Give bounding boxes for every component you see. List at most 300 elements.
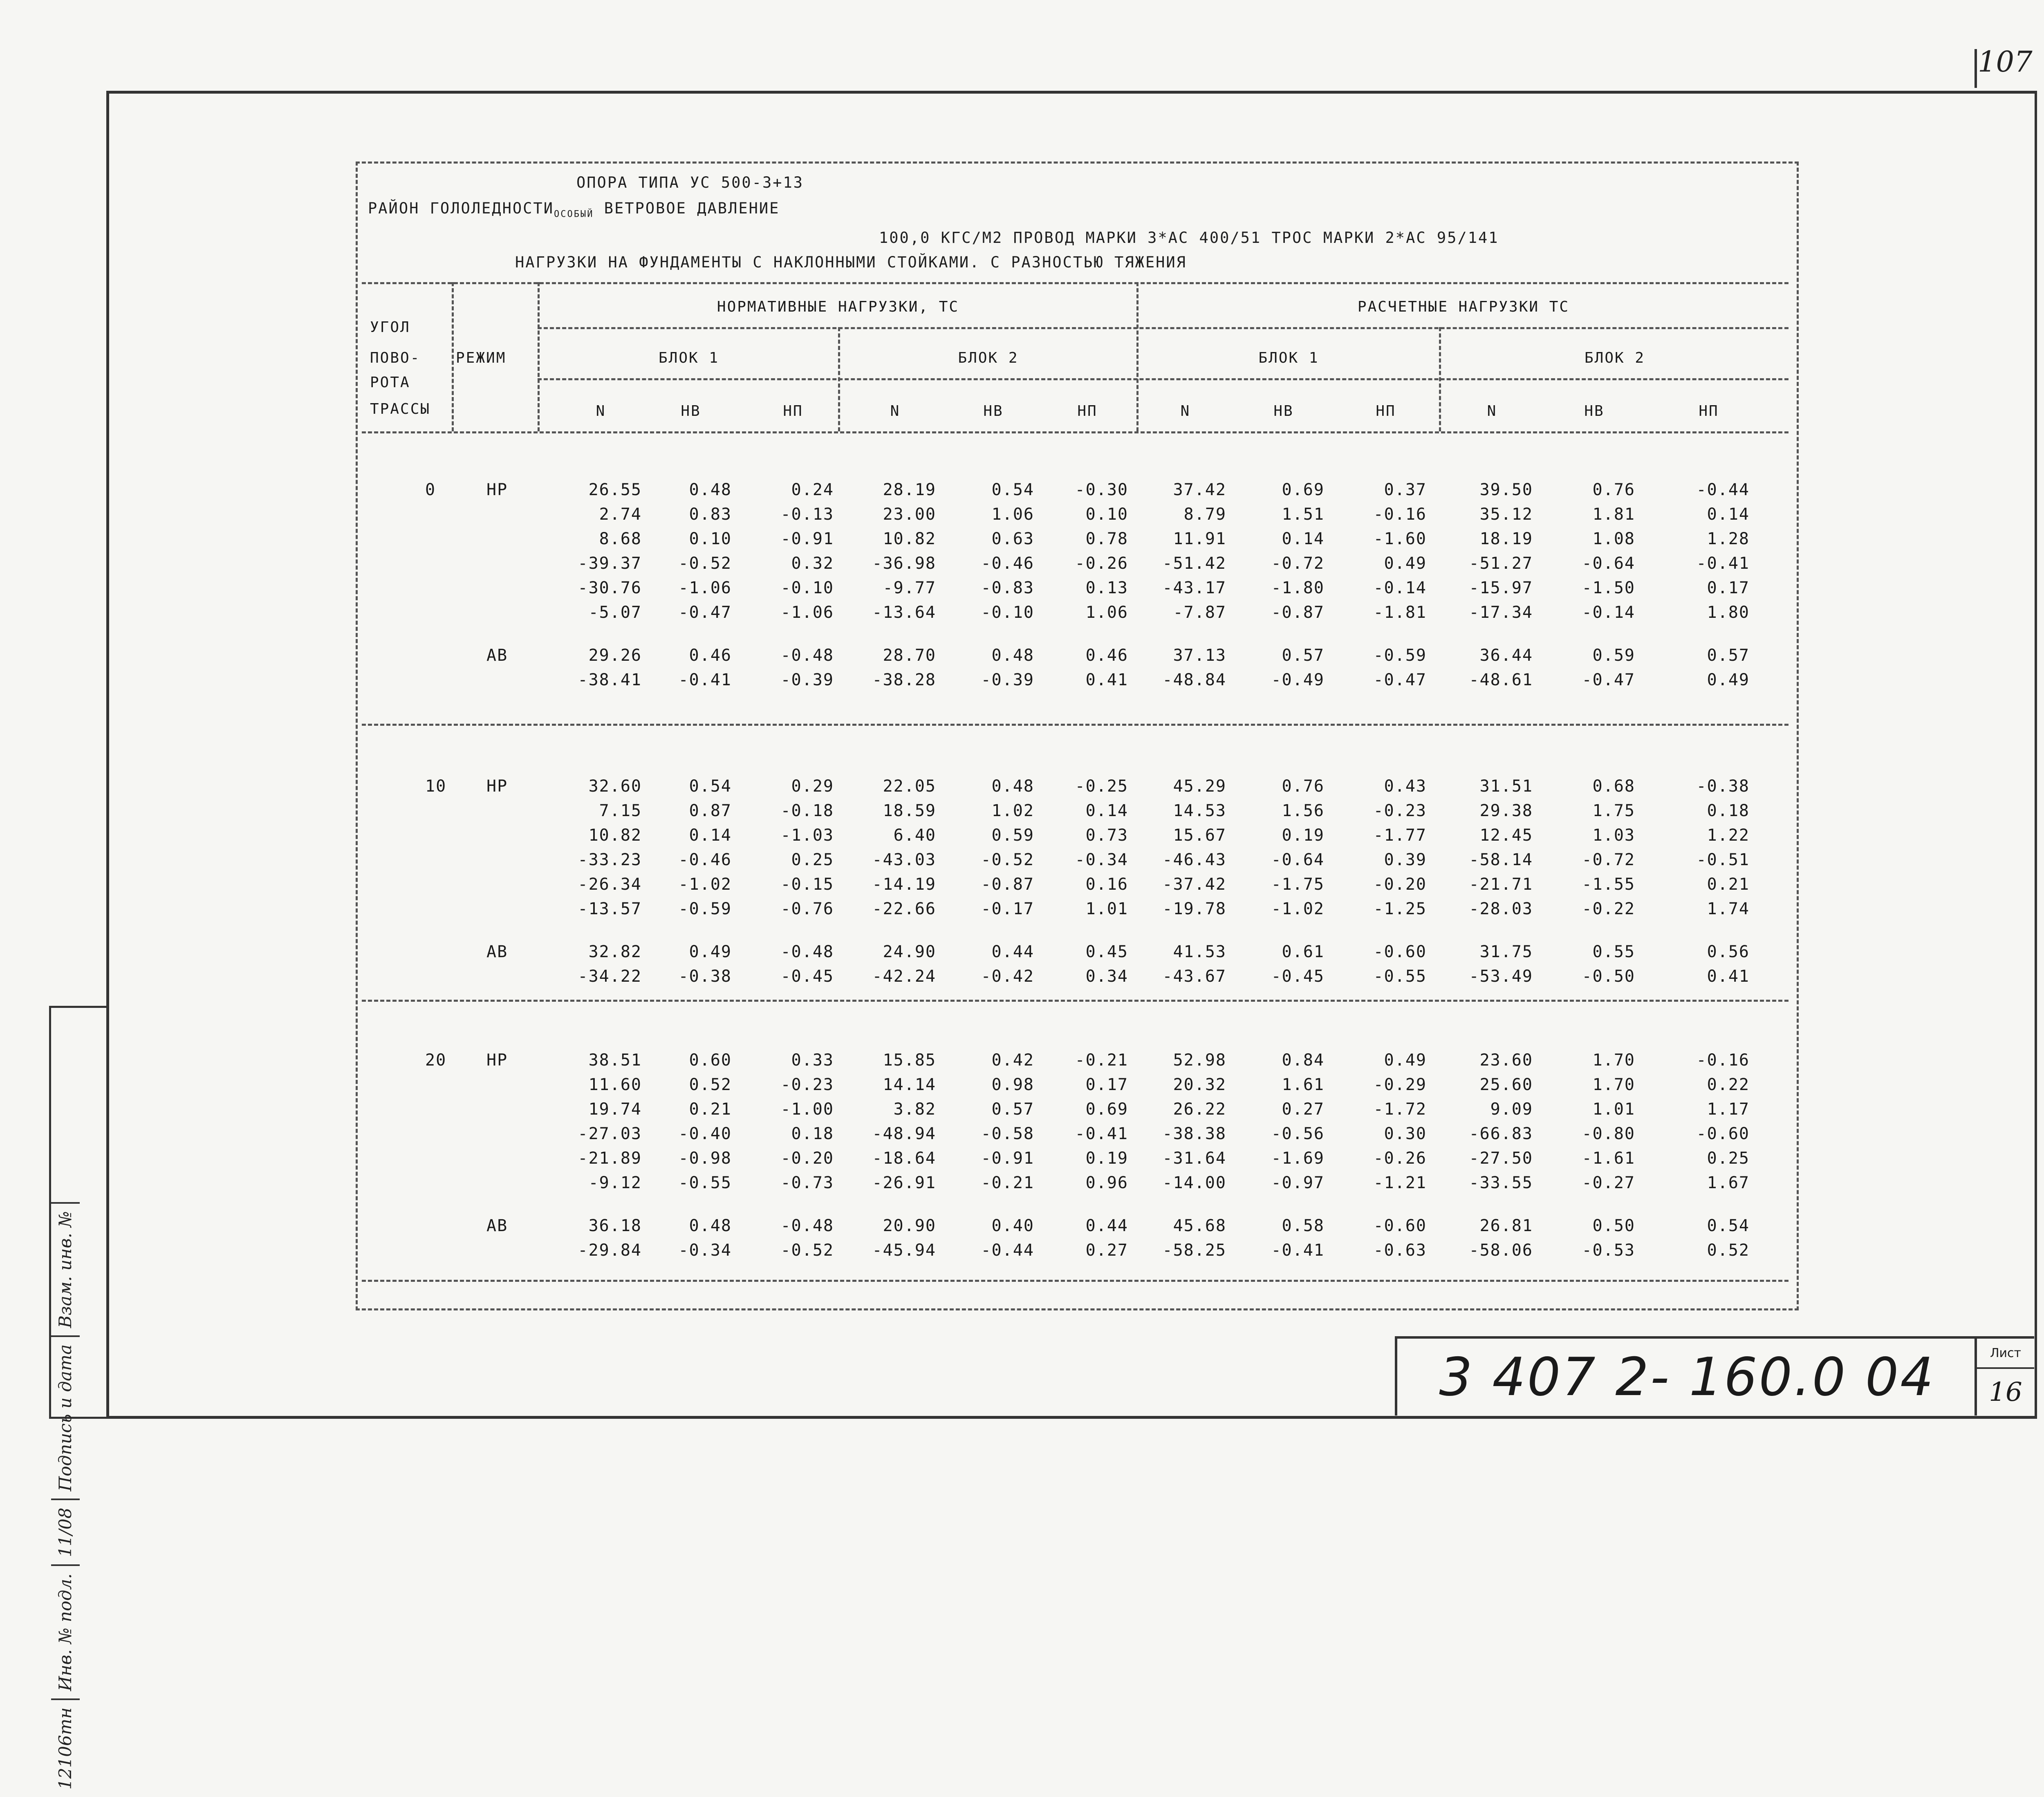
table-cell: -53.49	[1469, 967, 1533, 986]
table-cell: -0.59	[678, 900, 732, 918]
table-cell: -43.67	[1162, 967, 1226, 986]
table-cell: 0.73	[1085, 826, 1128, 845]
table-cell: -0.26	[1075, 554, 1128, 573]
table-cell: 0.49	[689, 942, 732, 961]
norm-block-1: БЛОК 1	[658, 350, 719, 366]
table-cell: -0.44	[981, 1241, 1034, 1260]
table-cell: 23.00	[883, 505, 936, 524]
table-cell: 0.55	[1592, 942, 1635, 961]
table-cell: -0.83	[981, 579, 1034, 597]
table-cell: -0.49	[1271, 671, 1325, 689]
table-cell: -0.22	[1582, 900, 1635, 918]
table-cell: -0.55	[1373, 967, 1427, 986]
table-cell: -0.60	[1696, 1124, 1750, 1143]
sign-date-label: Подпись и дата	[51, 1335, 80, 1499]
table-cell: -0.76	[780, 900, 834, 918]
table-cell: 0.48	[991, 777, 1034, 796]
table-cell: 0.18	[791, 1124, 834, 1143]
rule-top	[362, 282, 1788, 284]
table-cell: 0.52	[689, 1075, 732, 1094]
table-cell: -0.45	[1271, 967, 1325, 986]
rule-section-1	[362, 724, 1788, 726]
header-wind-label: ВЕТРОВОЕ ДАВЛЕНИЕ	[604, 200, 780, 217]
mode-value: НР	[486, 480, 508, 499]
table-cell: -7.87	[1173, 603, 1226, 622]
table-cell: 0.18	[1707, 801, 1750, 820]
table-cell: -0.16	[1373, 505, 1427, 524]
table-cell: -1.06	[678, 579, 732, 597]
table-cell: 0.14	[1282, 529, 1325, 548]
table-cell: 26.22	[1173, 1100, 1226, 1119]
table-cell: -0.73	[780, 1173, 834, 1192]
table-cell: -0.20	[780, 1149, 834, 1168]
table-cell: 0.57	[1282, 646, 1325, 665]
table-cell: -0.26	[1373, 1149, 1427, 1168]
col-angle-3: РОТА	[370, 374, 410, 391]
table-cell: -9.12	[588, 1173, 642, 1192]
table-cell: 1.61	[1282, 1075, 1325, 1094]
table-cell: -0.63	[1373, 1241, 1427, 1260]
header-line-3: 100,0 КГС/М2 ПРОВОД МАРКИ 3*АС 400/51 ТРОС МАРКИ 2*АС 95/141	[879, 229, 1499, 247]
table-cell: -5.07	[588, 603, 642, 622]
table-cell: -51.27	[1469, 554, 1533, 573]
table-cell: -14.19	[872, 875, 936, 894]
table-cell: -0.45	[780, 967, 834, 986]
group-calc: РАСЧЕТНЫЕ НАГРУЗКИ ТС	[1357, 298, 1570, 315]
table-cell: 1.70	[1592, 1051, 1635, 1070]
table-cell: 20.32	[1173, 1075, 1226, 1094]
table-cell: -0.23	[780, 1075, 834, 1094]
subcol-header: НВ	[983, 403, 1004, 420]
table-cell: -0.39	[780, 671, 834, 689]
header-line-1: ОПОРА ТИПА УС 500-3+13	[576, 174, 804, 191]
table-cell: -0.46	[981, 554, 1034, 573]
table-cell: -0.30	[1075, 480, 1128, 499]
table-cell: -0.98	[678, 1149, 732, 1168]
replace-label: Взам. инв. №	[51, 1202, 80, 1335]
col-angle-4: ТРАССЫ	[370, 401, 431, 417]
table-cell: -0.47	[1373, 671, 1427, 689]
table-cell: 1.06	[991, 505, 1034, 524]
table-cell: -0.97	[1271, 1173, 1325, 1192]
table-cell: -0.14	[1582, 603, 1635, 622]
table-cell: -58.14	[1469, 850, 1533, 869]
angle-value: 0	[425, 480, 436, 499]
table-cell: 26.55	[588, 480, 642, 499]
table-cell: -45.94	[872, 1241, 936, 1260]
table-cell: -0.21	[1075, 1051, 1128, 1070]
table-cell: 0.68	[1592, 777, 1635, 796]
table-cell: -1.03	[780, 826, 834, 845]
table-cell: 0.29	[791, 777, 834, 796]
table-cell: 1.17	[1707, 1100, 1750, 1119]
table-cell: -0.40	[678, 1124, 732, 1143]
table-cell: 0.27	[1282, 1100, 1325, 1119]
table-cell: 0.87	[689, 801, 732, 820]
table-cell: -0.60	[1373, 1216, 1427, 1235]
table-cell: -0.60	[1373, 942, 1427, 961]
table-cell: 0.10	[689, 529, 732, 548]
table-cell: -33.55	[1469, 1173, 1533, 1192]
table-cell: 37.42	[1173, 480, 1226, 499]
col-angle-2: ПОВО-	[370, 350, 421, 366]
table-cell: -27.50	[1469, 1149, 1533, 1168]
angle-value: 20	[425, 1051, 447, 1070]
table-cell: 22.05	[883, 777, 936, 796]
table-cell: 0.42	[991, 1051, 1034, 1070]
table-cell: -14.00	[1162, 1173, 1226, 1192]
table-cell: 10.82	[883, 529, 936, 548]
table-cell: 32.82	[588, 942, 642, 961]
table-cell: 0.44	[1085, 1216, 1128, 1235]
table-cell: 2.74	[599, 505, 642, 524]
table-cell: -48.61	[1469, 671, 1533, 689]
table-cell: 0.14	[689, 826, 732, 845]
table-cell: -0.42	[981, 967, 1034, 986]
table-cell: -1.50	[1582, 579, 1635, 597]
table-cell: -21.89	[578, 1149, 642, 1168]
table-cell: -0.38	[1696, 777, 1750, 796]
inv-value: 12106тн	[51, 1698, 80, 1797]
subcol-header: НВ	[1584, 403, 1605, 420]
table-cell: 9.09	[1490, 1100, 1533, 1119]
table-cell: 1.08	[1592, 529, 1635, 548]
table-cell: 0.14	[1085, 801, 1128, 820]
table-cell: -1.02	[678, 875, 732, 894]
table-cell: 0.76	[1592, 480, 1635, 499]
table-cell: 1.74	[1707, 900, 1750, 918]
table-cell: 0.61	[1282, 942, 1325, 961]
table-cell: -0.55	[678, 1173, 732, 1192]
table-cell: 0.59	[991, 826, 1034, 845]
table-cell: -1.00	[780, 1100, 834, 1119]
table-cell: -0.14	[1373, 579, 1427, 597]
table-cell: 36.18	[588, 1216, 642, 1235]
table-cell: -17.34	[1469, 603, 1533, 622]
rule-block	[538, 378, 1788, 380]
table-cell: 0.33	[791, 1051, 834, 1070]
table-cell: -30.76	[578, 579, 642, 597]
table-cell: -0.41	[1075, 1124, 1128, 1143]
subcol-header: N	[890, 403, 901, 420]
top-tick	[1975, 49, 1977, 88]
table-cell: 0.17	[1085, 1075, 1128, 1094]
table-cell: -15.97	[1469, 579, 1533, 597]
table-cell: -0.91	[981, 1149, 1034, 1168]
table-cell: 28.70	[883, 646, 936, 665]
table-cell: 10.82	[588, 826, 642, 845]
table-cell: 0.58	[1282, 1216, 1325, 1235]
table-cell: -0.59	[1373, 646, 1427, 665]
table-cell: -38.28	[872, 671, 936, 689]
table-cell: -27.03	[578, 1124, 642, 1143]
document-code: 3 407 2- 160.0 04	[1395, 1336, 1977, 1416]
table-cell: 0.21	[1707, 875, 1750, 894]
table-cell: 18.19	[1479, 529, 1533, 548]
table-cell: 3.82	[893, 1100, 936, 1119]
table-cell: -0.27	[1582, 1173, 1635, 1192]
norm-block-2: БЛОК 2	[958, 350, 1019, 366]
table-cell: -13.64	[872, 603, 936, 622]
table-cell: 0.40	[991, 1216, 1034, 1235]
vrule-block-calc	[1439, 327, 1441, 431]
table-cell: -1.25	[1373, 900, 1427, 918]
table-cell: 12.45	[1479, 826, 1533, 845]
table-cell: 0.57	[991, 1100, 1034, 1119]
table-cell: -1.55	[1582, 875, 1635, 894]
table-cell: -0.48	[780, 942, 834, 961]
subcol-header: НП	[1699, 403, 1719, 420]
table-cell: -58.06	[1469, 1241, 1533, 1260]
vrule-block-norm	[838, 327, 840, 431]
table-cell: 0.14	[1707, 505, 1750, 524]
rule-section-2	[362, 1000, 1788, 1002]
subcol-header: НП	[1376, 403, 1396, 420]
col-angle-1: УГОЛ	[370, 319, 410, 336]
table-cell: 8.68	[599, 529, 642, 548]
table-cell: 0.25	[791, 850, 834, 869]
table-cell: -1.80	[1271, 579, 1325, 597]
subcol-header: НВ	[1273, 403, 1294, 420]
table-cell: 0.54	[1707, 1216, 1750, 1235]
table-cell: -1.72	[1373, 1100, 1427, 1119]
subcol-header: НП	[783, 403, 803, 420]
table-cell: 11.91	[1173, 529, 1226, 548]
table-cell: -22.66	[872, 900, 936, 918]
table-cell: 0.69	[1085, 1100, 1128, 1119]
table-cell: 45.68	[1173, 1216, 1226, 1235]
table-cell: -39.37	[578, 554, 642, 573]
sheet-number: 16	[1989, 1377, 2022, 1407]
sign-date-value: 11/08	[51, 1499, 80, 1564]
table-cell: -0.41	[678, 671, 732, 689]
table-cell: -0.20	[1373, 875, 1427, 894]
table-cell: -21.71	[1469, 875, 1533, 894]
side-stamp	[49, 1006, 108, 1790]
table-cell: 0.54	[689, 777, 732, 796]
mode-value: НР	[486, 1051, 508, 1070]
table-cell: 0.21	[689, 1100, 732, 1119]
table-cell: 1.70	[1592, 1075, 1635, 1094]
table-cell: 45.29	[1173, 777, 1226, 796]
table-cell: -0.52	[981, 850, 1034, 869]
table-cell: -0.25	[1075, 777, 1128, 796]
table-cell: -0.23	[1373, 801, 1427, 820]
table-cell: 6.40	[893, 826, 936, 845]
table-cell: 1.80	[1707, 603, 1750, 622]
table-cell: -1.21	[1373, 1173, 1427, 1192]
table-cell: 0.52	[1707, 1241, 1750, 1260]
table-cell: 0.57	[1707, 646, 1750, 665]
table-cell: 1.03	[1592, 826, 1635, 845]
table-cell: 0.46	[689, 646, 732, 665]
table-cell: -0.87	[981, 875, 1034, 894]
table-cell: 0.48	[991, 646, 1034, 665]
table-cell: 29.38	[1479, 801, 1533, 820]
table-cell: 0.37	[1384, 480, 1427, 499]
table-cell: -33.23	[578, 850, 642, 869]
table-cell: -0.34	[678, 1241, 732, 1260]
table-cell: 1.28	[1707, 529, 1750, 548]
rule-group	[538, 327, 1788, 329]
table-cell: -0.53	[1582, 1241, 1635, 1260]
table-cell: 0.56	[1707, 942, 1750, 961]
table-cell: -9.77	[883, 579, 936, 597]
table-cell: 19.74	[588, 1100, 642, 1119]
table-cell: 0.16	[1085, 875, 1128, 894]
table-cell: 11.60	[588, 1075, 642, 1094]
header-region-label: РАЙОН ГОЛОЛЕДНОСТИ	[368, 200, 554, 217]
table-cell: -0.64	[1582, 554, 1635, 573]
table-cell: 0.48	[689, 1216, 732, 1235]
table-cell: 0.19	[1282, 826, 1325, 845]
table-cell: 26.81	[1479, 1216, 1533, 1235]
table-cell: 1.06	[1085, 603, 1128, 622]
table-cell: 0.32	[791, 554, 834, 573]
table-cell: -0.10	[780, 579, 834, 597]
mode-value: НР	[486, 777, 508, 796]
table-cell: -0.52	[678, 554, 732, 573]
table-cell: -0.48	[780, 646, 834, 665]
table-cell: -48.94	[872, 1124, 936, 1143]
table-cell: 0.78	[1085, 529, 1128, 548]
subcol-header: N	[1487, 403, 1497, 420]
table-cell: 0.48	[689, 480, 732, 499]
subcol-header: НВ	[681, 403, 701, 420]
table-cell: -1.06	[780, 603, 834, 622]
inv-label: Инв. № подл.	[51, 1564, 80, 1698]
table-cell: -1.02	[1271, 900, 1325, 918]
table-cell: 0.41	[1085, 671, 1128, 689]
table-cell: 0.49	[1384, 554, 1427, 573]
table-cell: -0.51	[1696, 850, 1750, 869]
table-cell: -0.41	[1271, 1241, 1325, 1260]
table-cell: -0.21	[981, 1173, 1034, 1192]
table-cell: 1.02	[991, 801, 1034, 820]
table-cell: 20.90	[883, 1216, 936, 1235]
table-cell: -28.03	[1469, 900, 1533, 918]
rule-head-bottom	[362, 431, 1788, 433]
table-cell: 0.83	[689, 505, 732, 524]
table-cell: 1.67	[1707, 1173, 1750, 1192]
table-cell: 0.76	[1282, 777, 1325, 796]
table-cell: 8.79	[1183, 505, 1226, 524]
table-cell: -0.80	[1582, 1124, 1635, 1143]
table-cell: -38.41	[578, 671, 642, 689]
table-cell: 0.19	[1085, 1149, 1128, 1168]
table-cell: 0.49	[1707, 671, 1750, 689]
table-cell: -0.41	[1696, 554, 1750, 573]
table-cell: 15.67	[1173, 826, 1226, 845]
table-cell: 28.19	[883, 480, 936, 499]
table-cell: 1.51	[1282, 505, 1325, 524]
table-cell: 0.13	[1085, 579, 1128, 597]
table-cell: -51.42	[1162, 554, 1226, 573]
table-cell: -66.83	[1469, 1124, 1533, 1143]
table-cell: -1.69	[1271, 1149, 1325, 1168]
table-cell: -38.38	[1162, 1124, 1226, 1143]
table-cell: 0.22	[1707, 1075, 1750, 1094]
table-cell: 31.75	[1479, 942, 1533, 961]
table-cell: 0.46	[1085, 646, 1128, 665]
table-cell: -0.56	[1271, 1124, 1325, 1143]
table-cell: -19.78	[1162, 900, 1226, 918]
col-mode: РЕЖИМ	[456, 350, 507, 366]
table-cell: 0.60	[689, 1051, 732, 1070]
table-cell: -46.43	[1162, 850, 1226, 869]
table-cell: 14.53	[1173, 801, 1226, 820]
subcol-header: N	[596, 403, 606, 420]
calc-block-1: БЛОК 1	[1258, 350, 1319, 366]
table-cell: 0.39	[1384, 850, 1427, 869]
group-norm: НОРМАТИВНЫЕ НАГРУЗКИ, ТС	[717, 298, 959, 315]
table-cell: 0.43	[1384, 777, 1427, 796]
table-cell: 23.60	[1479, 1051, 1533, 1070]
table-cell: -0.44	[1696, 480, 1750, 499]
table-cell: -1.75	[1271, 875, 1325, 894]
sheet-number-box	[1975, 1336, 2034, 1416]
table-cell: -36.98	[872, 554, 936, 573]
table-cell: 0.10	[1085, 505, 1128, 524]
table-cell: -0.18	[780, 801, 834, 820]
table-cell: -0.17	[981, 900, 1034, 918]
sheet-label: Лист	[1977, 1339, 2034, 1369]
table-cell: -0.48	[780, 1216, 834, 1235]
table-cell: 0.98	[991, 1075, 1034, 1094]
table-cell: 7.15	[599, 801, 642, 820]
table-cell: -0.13	[780, 505, 834, 524]
table-cell: -26.34	[578, 875, 642, 894]
table-cell: -1.77	[1373, 826, 1427, 845]
table-cell: 29.26	[588, 646, 642, 665]
table-cell: -29.84	[578, 1241, 642, 1260]
mode-value: АВ	[486, 1216, 508, 1235]
table-cell: 41.53	[1173, 942, 1226, 961]
header-line-4: НАГРУЗКИ НА ФУНДАМЕНТЫ С НАКЛОННЫМИ СТОЙКАМИ. С РАЗНОСТЬЮ ТЯЖЕНИЯ	[515, 254, 1187, 271]
table-cell: -0.29	[1373, 1075, 1427, 1094]
page-number: 107	[1978, 45, 2033, 79]
table-cell: -0.50	[1582, 967, 1635, 986]
table-cell: 37.13	[1173, 646, 1226, 665]
table-cell: 0.30	[1384, 1124, 1427, 1143]
table-cell: 1.56	[1282, 801, 1325, 820]
table-cell: -37.42	[1162, 875, 1226, 894]
table-cell: 0.69	[1282, 480, 1325, 499]
table-cell: 31.51	[1479, 777, 1533, 796]
table-cell: 0.63	[991, 529, 1034, 548]
table-cell: -48.84	[1162, 671, 1226, 689]
table-cell: -18.64	[872, 1149, 936, 1168]
side-stamp-fields	[51, 1211, 80, 1797]
table-cell: 0.54	[991, 480, 1034, 499]
table-cell: -0.64	[1271, 850, 1325, 869]
table-cell: -42.24	[872, 967, 936, 986]
table-cell: 0.44	[991, 942, 1034, 961]
table-cell: -1.61	[1582, 1149, 1635, 1168]
table-cell: -34.22	[578, 967, 642, 986]
table-cell: -0.72	[1582, 850, 1635, 869]
table-cell: -13.57	[578, 900, 642, 918]
table-cell: -43.17	[1162, 579, 1226, 597]
table-cell: -0.34	[1075, 850, 1128, 869]
table-cell: 32.60	[588, 777, 642, 796]
subcol-header: N	[1180, 403, 1191, 420]
table-cell: 1.81	[1592, 505, 1635, 524]
rule-bottom	[362, 1280, 1788, 1282]
table-cell: 0.25	[1707, 1149, 1750, 1168]
table-cell: 52.98	[1173, 1051, 1226, 1070]
calc-block-2: БЛОК 2	[1584, 350, 1645, 366]
